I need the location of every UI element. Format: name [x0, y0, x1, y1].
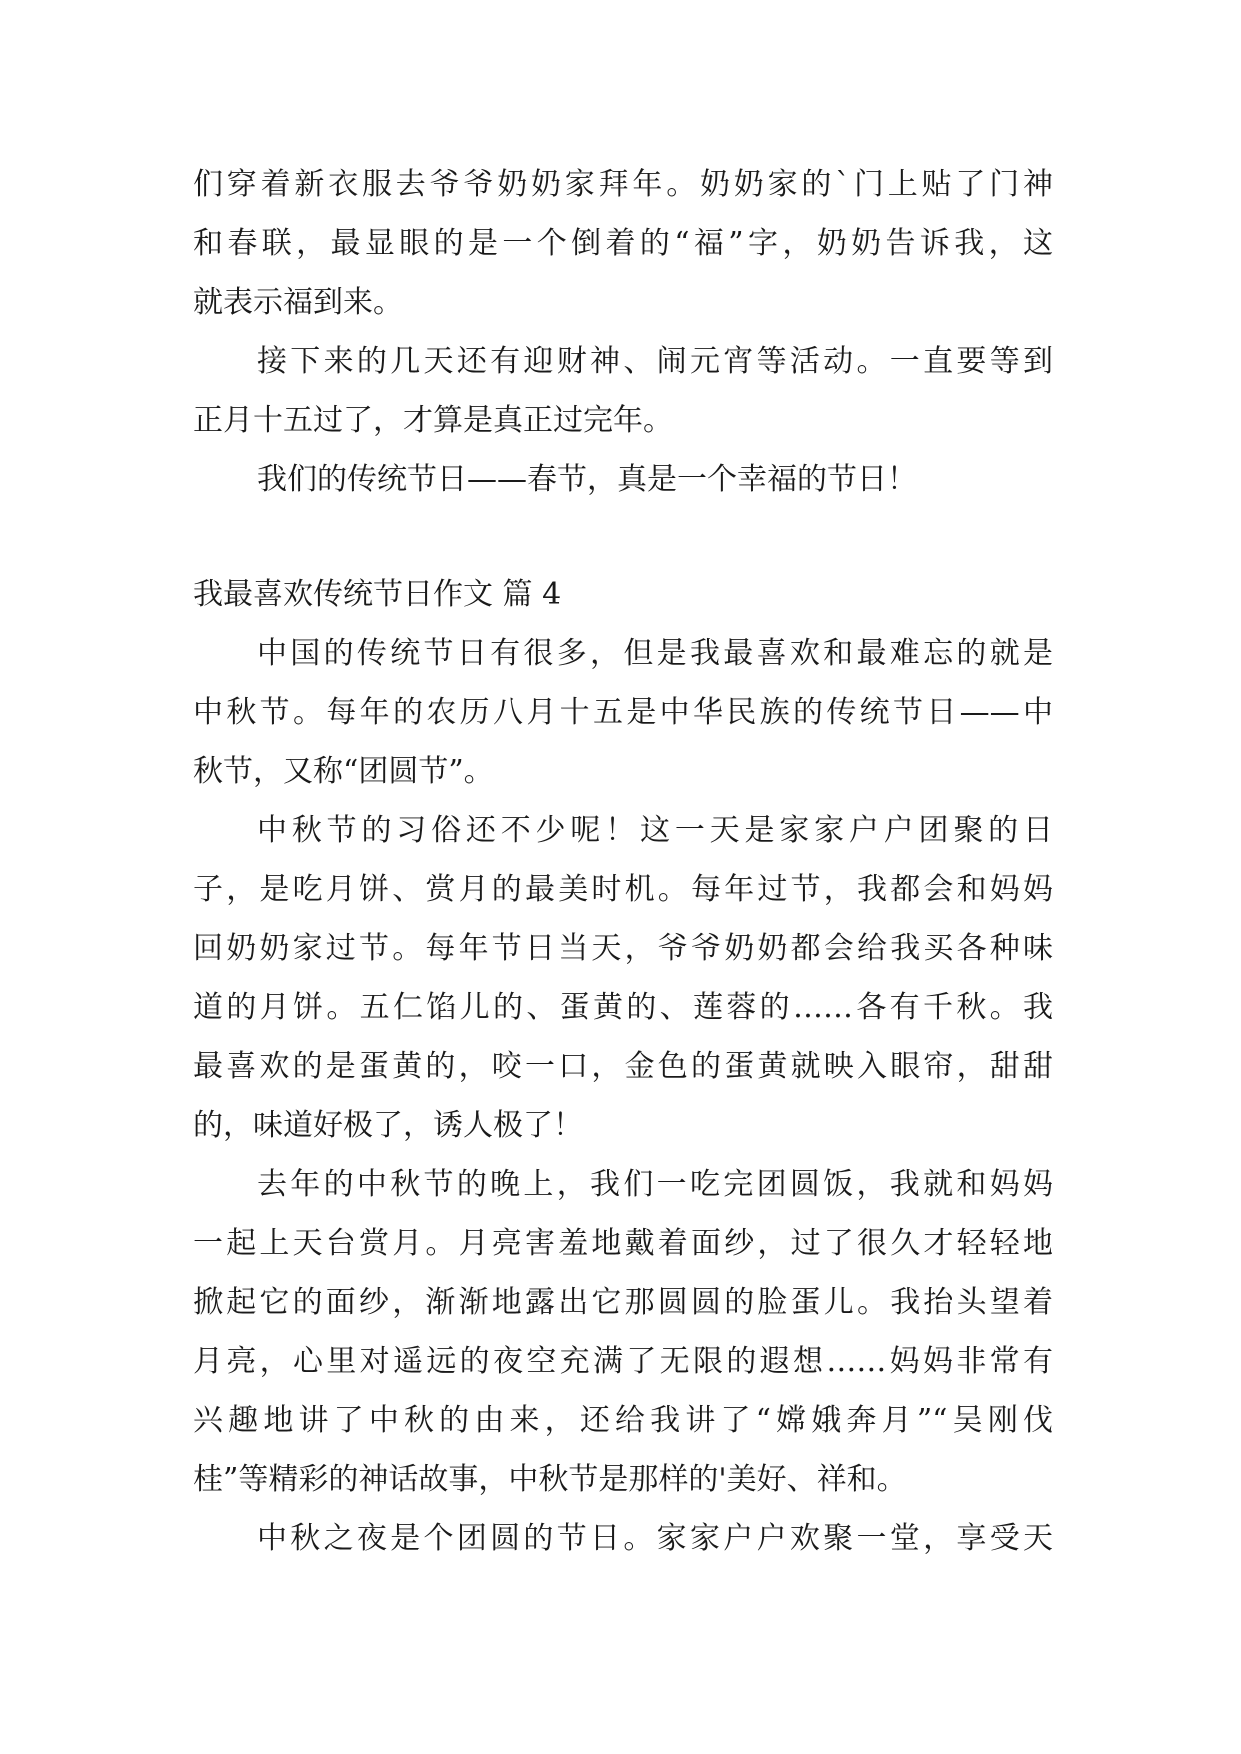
- paragraph-first-line: 中秋之夜是个团圆的节日。家家户户欢聚一堂，享受天: [257, 1521, 1053, 1556]
- section-heading: 我最喜欢传统节日作文 篇 4: [193, 577, 562, 612]
- text-line: 秋节，又称“团圆节”。: [193, 754, 494, 789]
- paragraph-first-line: 接下来的几天还有迎财神、闹元宵等活动。一直要等到: [257, 344, 1053, 379]
- text-line: 月亮，心里对遥远的夜空充满了无限的遐想……妈妈非常有: [193, 1344, 1053, 1379]
- text-line: 就表示福到来。: [193, 285, 403, 320]
- paragraph-first-line: 去年的中秋节的晚上，我们一吃完团圆饭，我就和妈妈: [257, 1167, 1053, 1202]
- text-line: 中秋节。每年的农历八月十五是中华民族的传统节日——中: [193, 695, 1053, 730]
- text-line: 和春联，最显眼的是一个倒着的“福”字，奶奶告诉我，这: [193, 226, 1053, 261]
- paragraph-first-line: 中秋节的习俗还不少呢！这一天是家家户户团聚的日: [257, 813, 1053, 848]
- text-line: 掀起它的面纱，渐渐地露出它那圆圆的脸蛋儿。我抬头望着: [193, 1285, 1053, 1320]
- text-line: 正月十五过了，才算是真正过完年。: [193, 403, 673, 438]
- text-line: 道的月饼。五仁馅儿的、蛋黄的、莲蓉的……各有千秋。我: [193, 990, 1053, 1025]
- paragraph-first-line: 我们的传统节日——春节，真是一个幸福的节日！: [257, 462, 917, 497]
- text-line: 兴趣地讲了中秋的由来，还给我讲了“嫦娥奔月”“吴刚伐: [193, 1403, 1053, 1438]
- paragraph-first-line: 中国的传统节日有很多，但是我最喜欢和最难忘的就是: [257, 636, 1053, 671]
- text-line: 的，味道好极了，诱人极了！: [193, 1108, 583, 1143]
- text-line: 最喜欢的是蛋黄的，咬一口，金色的蛋黄就映入眼帘，甜甜: [193, 1049, 1053, 1084]
- text-line: 们穿着新衣服去爷爷奶奶家拜年。奶奶家的`门上贴了门神: [193, 167, 1053, 202]
- text-line: 回奶奶家过节。每年节日当天，爷爷奶奶都会给我买各种味: [193, 931, 1053, 966]
- text-line: 桂”等精彩的神话故事，中秋节是那样的'美好、祥和。: [193, 1462, 907, 1497]
- text-line: 一起上天台赏月。月亮害羞地戴着面纱，过了很久才轻轻地: [193, 1226, 1053, 1261]
- text-line: 子，是吃月饼、赏月的最美时机。每年过节，我都会和妈妈: [193, 872, 1053, 907]
